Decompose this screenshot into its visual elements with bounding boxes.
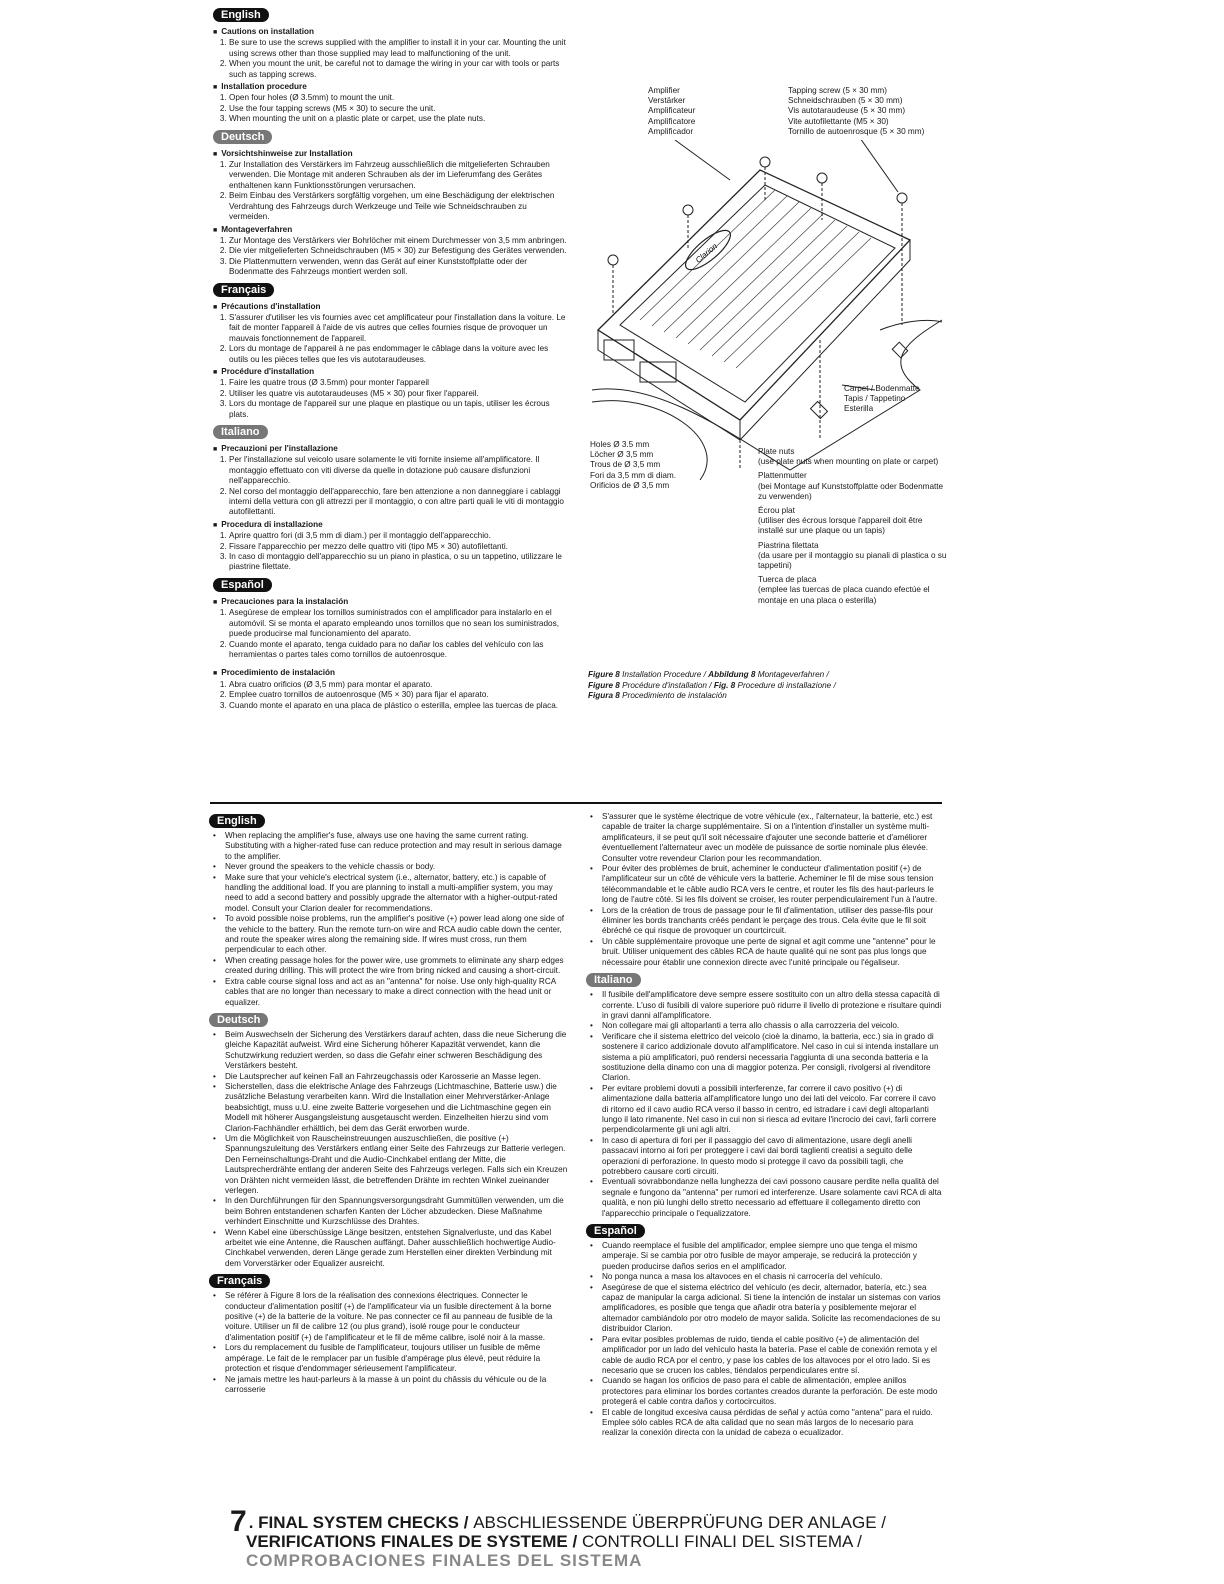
list-item: • Cuando se hagan los orificios de paso para el cable de alimentación, emplee anillos protectores para eliminar los bordes cortantes creados durante la perforación. De este modo protegerá el cable contra daños y cortocircuitos. [602,1376,942,1407]
lang-tag-francais: Français [209,1274,270,1288]
list-item: 2. Utiliser les quatre vis autotaraudeuses (M5 × 30) pour fixer l'appareil. [229,389,568,399]
carpet-edge-right [880,320,942,330]
list-item: • Extra cable course signal loss and act as an "antenna" for noise. Use only high-quality RCA cables that are no longer than necessary to make a direct connection with the head unit or equalizer. [225,977,569,1008]
list [586,812,942,968]
section-heading: ■ Vorsichtshinweise zur Installation [213,149,568,160]
section-heading: ■ Précautions d'installation [213,302,568,313]
list-item: 1. Zur Montage des Verstärkers vier Bohrlöcher mit einem Durchmesser von 3,5 mm anbringen. [229,236,568,246]
list-item: 1. Asegúrese de emplear los tornillos suministrados con el amplificador para instalarlo en el automóvil. Si se monta el aparato empleando unos tornillos que no sean los suministrados, puede producirse mal funcionamiento del aparato. [229,608,568,639]
list-item: • Verificare che il sistema elettrico del veicolo (cioè la dinamo, la batteria, ecc.) sia in grado di sostenere il carico addizionale dovuto all'amplificatore. Nel caso in cui si intenda installare un sistema a più amplificatori, può rendersi necessaria l'aggiunta di una seconda batteria e la sostituzione della dinamo con una di maggior potenza. Per consigli, rivolgersi al rivenditore Clarion. [602,1032,942,1084]
list [213,160,568,222]
list-item: 2. Fissare l'apparecchio per mezzo delle quattro viti (tipo M5 × 30) autofilettanti. [229,542,568,552]
list [213,378,568,420]
list [213,531,568,573]
amplifier-side [598,330,740,440]
list-item: • Die Lautsprecher auf keinen Fall an Fahrzeugchassis oder Karosserie an Masse legen. [225,1072,569,1082]
figure-number: Figure 8 [588,670,620,679]
list [209,1030,569,1269]
list [213,93,568,124]
list-item: 1. Be sure to use the screws supplied with the amplifier to install it in your car. Mounting the unit using screws other than those supplied may lead to malfunctioning of the unit. [229,38,568,59]
list-item: 2. Beim Einbau des Verstärkers sorgfältig vorgehen, um eine Beschädigung der elektrischen Verdrahtung des Fahrzeugs durch Werkzeuge und Teile wie Schneidschrauben zu vermeiden. [229,191,568,222]
list-item: 1. Zur Installation des Verstärkers im Fahrzeug ausschließlich die mitgelieferten Schrauben verwenden. Die Montage mit anderen Schrauben als der im Lieferumfang des Gerätes enthaltenen kann Funktionsstörungen verursachen. [229,160,568,191]
list-item: • Eventuali sovrabbondanze nella lunghezza dei cavi possono causare perdite nella qualità del segnale e fungono da "antenna" per rumori ed interferenze. Usare solamente cavi RCA di alta qualità, e non più lunghi dello stretto necessario ad effettuare il collegamento diretto con l'apparecchio principale o l'equalizzatore. [602,1177,942,1219]
figure-caption: Figure 8 Installation Procedure / Abbildung 8 Montageverfahren / Figure 8 Procédure d'installation / Fig. 8 Procedure di installazione / Figura 8 Procedimiento de instalación [588,670,836,700]
figure-number: Abbildung 8 [708,670,756,679]
terminal-block [640,362,676,382]
section-heading: ■ Procedura di installazione [213,520,568,531]
bottom-right-column [586,812,942,1439]
plate-nut [892,342,908,358]
list-item: • In den Durchführungen für den Spannungsversorgungsdraht Gummitüllen verwenden, um die beim Bohren entstandenen scharfen Kanten der Löcher abzudecken. Diese Maßnahme verhindert Einschnitte und Kurzschlüsse des Drahtes. [225,1196,569,1227]
list-item: • Asegúrese de que el sistema eléctrico del vehículo (es decir, alternador, batería, etc.) sea capaz de manipular la carga adicional. Si tiene la intención de instalar un sistemas con varios amplificadores, es posible que tenga que añadir otra batería y posiblemente mejorar el alternador cambiándolo por otro modelo de mayor salida. Solicite las recomendaciones de su distribuidor Clarion. [602,1283,942,1335]
list-item: 2. Nel corso del montaggio dell'apparecchio, fare ben attenzione a non danneggiare i cablaggi interni della vettura con gli attrezzi per il montaggio, o con altre parti quali le viti di montaggio autofilettanti. [229,487,568,518]
section-heading: ■ Cautions on installation [213,27,568,38]
list-item: • Wenn Kabel eine überschüssige Länge besitzen, entstehen Signalverluste, und das Kabel arbeitet wie eine Antenne, die Rauschen auffängt. Daher ausschließlich hochwertige Audio-Cinchkabel verwenden, deren Länge gerade zum Herstellen einer direkten Verbindung mit dem Vorverstärker oder Equalizer ausreicht. [225,1228,569,1270]
list [586,1241,942,1439]
list-item: • S'assurer que le système électrique de votre véhicule (ex., l'alternateur, la batterie, etc.) est capable de traiter la charge supplémentaire. Si on a l'intention d'installer un système multi-amplificateurs, il se peut qu'il soit nécessaire d'ajouter une seconde batterie et d'améliorer éventuellement l'alternateur avec un modèle de puissance de sortie nominale plus élevée. Consulter votre revendeur Clarion pour les recommandation. [602,812,942,864]
list-item: 1. S'assurer d'utiliser les vis fournies avec cet amplificateur pour l'installation dans la voiture. Le fait de monter l'appareil à l'aide de vis autres que celles fournies risque de provoquer un mauvais fonctionnement de l'appareil. [229,313,568,344]
section-heading: ■ Precauzioni per l'installazione [213,444,568,455]
list-item: • To avoid possible noise problems, run the amplifier's positive (+) power lead along one side of the vehicle to the battery. Run the remote turn-on wire and RCA audio cable down the center, and route the speaker wires along the remaining side. If wires must cross, run them perpendicular to each other. [225,914,569,956]
list [213,608,568,660]
list-item: 2. Cuando monte el aparato, tenga cuidado para no dañar los cables del vehículo con las herramientas o partes tales como tornillos de autoenrosque. [229,640,568,661]
plate-nut [811,402,828,419]
list-item: • In caso di apertura di fori per il passaggio del cavo di alimentazione, usare degli anelli passacavi intorno ai fori per proteggere i cavi dai bordi taglienti creatisi a seguito delle operazioni di perforazione. In questo modo si protegge il cavo da possibili tagli, che potrebbero causare corti circuiti. [602,1136,942,1178]
list-item: • Para evitar posibles problemas de ruido, tienda el cable positivo (+) de alimentación del amplificador por un lado del vehículo hasta la batería. Pase el cable de conexión remota y el cable de audio RCA por el centro, y pase los cables de los altavoces por el otro lado. Si es necesario que se crucen los cables, tiéndalos perpendiculares entre sí. [602,1335,942,1377]
list-item: • Make sure that your vehicle's electrical system (i.e., alternator, battery, etc.) is capable of handling the additional load. If you are planning to install a multi-amplifier system, you may need to add a second battery and possibly upgrade the alternator with a higher-output-rated model. Consult your Clarion dealer for recommendations. [225,873,569,915]
list-item: 1. Faire les quatre trous (Ø 3.5mm) pour monter l'appareil [229,378,568,388]
list-item: 3. In caso di montaggio dell'apparecchio su un piano in plastica, o su un tappetino, utilizzare le piastrine filettate. [229,552,568,573]
installation-diagram [580,140,950,480]
list-item: 2. Emplee cuatro tornillos de autoenrosque (M5 × 30) para fijar el aparato. [229,690,568,700]
heatsink-fins [640,190,871,368]
list-item: 2. When you mount the unit, be careful not to damage the wiring in your car with tools or parts such as tapping screws. [229,59,568,80]
list [586,990,942,1219]
list-item: • Non collegare mai gli altoparlanti a terra allo chassis o alla carrozzeria del veicolo. [602,1021,942,1031]
label-holes: Holes Ø 3.5 mm Löcher Ø 3,5 mm Trous de Ø 3,5 mm Fori da 3,5 mm di diam. Orificios de Ø 3,5 mm [590,440,676,490]
final-system-checks-heading: 7 . FINAL SYSTEM CHECKS / ABSCHLIESSENDE ÜBERPRÜFUNG DER ANLAGE / VERIFICATIONS FINALES DE SYSTEME / CONTROLLI FINALI DEL SISTEMA / COMPROBACIONES FINALES DEL SISTEMA [230,1505,887,1570]
lang-tag-espanol: Español [213,578,272,592]
list-item: • El cable de longitud excesiva causa pérdidas de señal y actúa como "antena" para el ruido. Emplee sólo cables RCA de alta calidad que no sean más largos de lo necesario para realizar la conexión directa con la unidad de cabeza o ecualizador. [602,1408,942,1439]
bottom-left-column [209,812,569,1395]
carpet-outline [592,320,942,470]
list [213,455,568,517]
section-heading: ■ Procédure d'installation [213,367,568,378]
lang-tag-italiano: Italiano [213,425,268,439]
lang-tag-deutsch: Deutsch [213,130,272,144]
screw-icon [683,205,693,250]
list-item: • Il fusibile dell'amplificatore deve sempre essere sostituito con un altro della stessa capacità di corrente. L'uso di fusibili di valore superiore può ridurre il livello di protezione e risultare quindi in gravi danni all'amplificatore. [602,990,942,1021]
list [213,680,568,711]
label-carpet: Carpet / Bodenmatte Tapis / Tappetino Esterilla [844,384,920,414]
label-plate-nuts: Plate nuts (use plate nuts when mounting on plate or carpet) Plattenmutter (bei Montage auf Kunststoffplatte oder Bodenmatte zu verwenden) Écrou plat (utiliser des écrous lorsque l'appareil doit être installé sur une plaque ou un tapis) Piastrina filettata (da usare per il montaggio su pianali di plastica o su tappetini) Tuerca de placa (emplee las tuercas de placa cuando efectúe el montaje en una placa o esterilla) [758,447,947,605]
screw-icon [760,157,770,200]
list [213,38,568,80]
list-item: 3. Lors du montage de l'appareil sur une plaque en plastique ou un tapis, utiliser les écrous plats. [229,399,568,420]
section-number: 7 [230,1505,247,1538]
figure-number: Figura 8 [588,691,620,700]
section-heading: ■ Montageverfahren [213,225,568,236]
list-item: 1. Abra cuatro orificios (Ø 3,5 mm) para montar el aparato. [229,680,568,690]
list-item: 3. Die Plattenmuttern verwenden, wenn das Gerät auf einer Kunststoffplatte oder der Bodenmatte des Fahrzeugs montiert werden soll. [229,257,568,278]
list-item: • Sicherstellen, dass die elektrische Anlage des Fahrzeugs (Lichtmaschine, Batterie usw.) die zusätzliche Belastung verarbeiten kann. Wird die Installation einer Mehrverstärker-Anlage beabsichtigt, muss u.U. eine zweite Batterie vorgesehen und die Lichtmaschine gegen ein Modell mit höherer Ausgangsleistung ausgetauscht werden. Einzelheiten hierzu sind vom Clarion-Fachhändler erhältlich, bei dem das Gerät erworben wurde. [225,1082,569,1134]
carpet-edge [592,401,707,480]
list-item: 2. Use the four tapping screws (M5 × 30) to secure the unit. [229,104,568,114]
lang-tag-espanol: Español [586,1224,645,1238]
label-amplifier: Amplifier Verstärker Amplificateur Amplificatore Amplificador [648,86,696,136]
top-instructions-column [213,6,568,711]
list-item: • Beim Auswechseln der Sicherung des Verstärkers darauf achten, dass die neue Sicherung die gleiche Kapazität aufweist. Wird eine Sicherung höherer Kapazität verwendet, kann die Schutzwirkung reduziert werden, so dass die Gefahr einer schweren Beschädigung des Verstärkers besteht. [225,1030,569,1072]
list-item: • Um die Möglichkeit von Rauscheinstreuungen auszuschließen, die positive (+) Spannungszuleitung des Verstärkers entlang einer Seite des Fahrzeugs zur Batterie verlegen. Den Ferneinschaltungs-Draht und die Audio-Cinchkabel entlang der Mitte, die Lautsprecherdrähte entlang der anderen Seite des Fahrzeugs verlegen. Falls sich ein Kreuzen von Drähten nicht vermeiden lässt, die betreffenden Drähte im rechten Winkel zueinander verlegen. [225,1134,569,1196]
lang-tag-deutsch: Deutsch [209,1013,268,1027]
list-item: 1. Aprire quattro fori (di 3,5 mm di diam.) per il montaggio dell'apparecchio. [229,531,568,541]
list-item: • Pour éviter des problèmes de bruit, acheminer le conducteur d'alimentation positif (+) de l'amplificateur sur un côté de véhicule vers la batterie. Acheminer le fil de mise sous tension télécommandable et le câble audio RCA vers le centre, et router les fils des haut-parleurs le long de l'autre côté. Si les fils doivent se croiser, les router perpendiculairement l'un à l'autre. [602,864,942,906]
list-item: • Never ground the speakers to the vehicle chassis or body. [225,862,569,872]
list [213,236,568,278]
screw-icon [897,193,907,325]
list-item: • Lors du remplacement du fusible de l'amplificateur, toujours utiliser un fusible de même ampérage. Le fait de le remplacer par un fusible d'ampérage plus élevé, peut réduire la protection et risque d'endommager sérieusement l'amplificateur. [225,1343,569,1374]
list-item: • Lors de la création de trous de passage pour le fil d'alimentation, utiliser des passe-fils pour éliminer les bords tranchants créés pendant le perçage des trous. Cela évite que le fil soit ébréché ce qui risque de provoquer un courtcircuit. [602,906,942,937]
list-item: • Ne jamais mettre les haut-parleurs à la masse à un point du châssis du véhicule ou de la carrosserie [225,1375,569,1396]
label-tapping-screw: Tapping screw (5 × 30 mm) Schneidschrauben (5 × 30 mm) Vis autotaraudeuse (5 × 30 mm) Vite autofilettante (M5 × 30) Tornillo de autoenrosque (5 × 30 mm) [788,86,925,136]
figure-number: Fig. 8 [713,680,736,690]
list-item: • When creating passage holes for the power wire, use grommets to eliminate any sharp edges created during drilling. This will protect the wire from bring nicked and causing a short-circuit. [225,956,569,977]
list-item: • No ponga nunca a masa los altavoces en el chasis ni carrocería del vehículo. [602,1272,942,1282]
list-item: 1. Per l'installazione sul veicolo usare solamente le viti fornite insieme all'amplificatore. Il montaggio effettuato con viti diverse da quelle in dotazione può causare disfunzioni nell'apparecchio. [229,455,568,486]
lang-tag-francais: Français [213,283,274,297]
list-item: 2. Lors du montage de l'appareil à ne pas endommager le câblage dans la voiture avec les outils ou les pièces telles que les vis autotaraudeuses. [229,344,568,365]
figure-number: Figure 8 [588,680,620,690]
clarion-brand: Clarion [693,241,720,265]
section-heading: ■ Precauciones para la instalación [213,597,568,608]
list-item: • Se référer à Figure 8 lors de la réalisation des connexions électriques. Connecter le conducteur d'alimentation positif (+) de l'amplificateur via un fusible directement à la borne positive (+) de la batterie de la voiture. Ne pas connecter ce fil au panneau de fusible de la voiture. Utiliser un fil de calibre 12 (ou plus grand), isolé rouge pour le conducteur d'alimentation positif (+) de l'amplificateur et le fil de même calibre, isolé noir à la masse. [225,1291,569,1343]
list [213,313,568,365]
list [209,831,569,1008]
lang-tag-english: English [213,8,269,22]
list-item: 3. Cuando monte el aparato en una placa de plástico o esterilla, emplee las tuercas de placa. [229,701,568,711]
list-item: 3. When mounting the unit on a plastic plate or carpet, use the plate nuts. [229,114,568,124]
list-item: 1. Open four holes (Ø 3.5mm) to mount the unit. [229,93,568,103]
list-item: • Per evitare problemi dovuti a possibili interferenze, far correre il cavo positivo (+) di alimentazione dalla batteria all'amplificatore lungo uno dei lati del veicolo. Far correre il cavo di ritorno ed il cavo audio RCA verso il basso in centro, ed istradare i cavi degli altoparlanti lungo il lato rimanente. Nel caso in cui non si riesca ad evitare l'incrocio dei cavi, farli correre perpendicolarmente gli uni agli altri. [602,1084,942,1136]
list-item: • Cuando reemplace el fusible del amplificador, emplee siempre uno que tenga el mismo amperaje. Si se cambia por otro fusible de mayor amperaje, se reducirá la protección y pueden producirse daños serios en el amplificador. [602,1241,942,1272]
list-item: • When replacing the amplifier's fuse, always use one having the same current rating. Substituting with a higher-rated fuse can reduce protection and may result in serious damage to the amplifier. [225,831,569,862]
section-heading: ■ Procedimiento de instalación [213,668,568,679]
list-item: 2. Die vier mitgelieferten Schneidschrauben (M5 × 30) zur Befestigung des Gerätes verwenden. [229,246,568,256]
lang-tag-english: English [209,814,265,828]
list-item: • Un câble supplémentaire provoque une perte de signal et agit comme une "antenne" pour le bruit. Utiliser uniquement des câbles RCA de haute qualité qui ne sont pas plus longs que nécessaire pour établir une connexion directe avec l'unité principale ou l'égaliseur. [602,937,942,968]
screw-icon [608,255,618,315]
section-divider [210,802,942,804]
lang-tag-italiano: Italiano [586,973,641,987]
list [209,1291,569,1395]
section-heading: ■ Installation procedure [213,82,568,93]
